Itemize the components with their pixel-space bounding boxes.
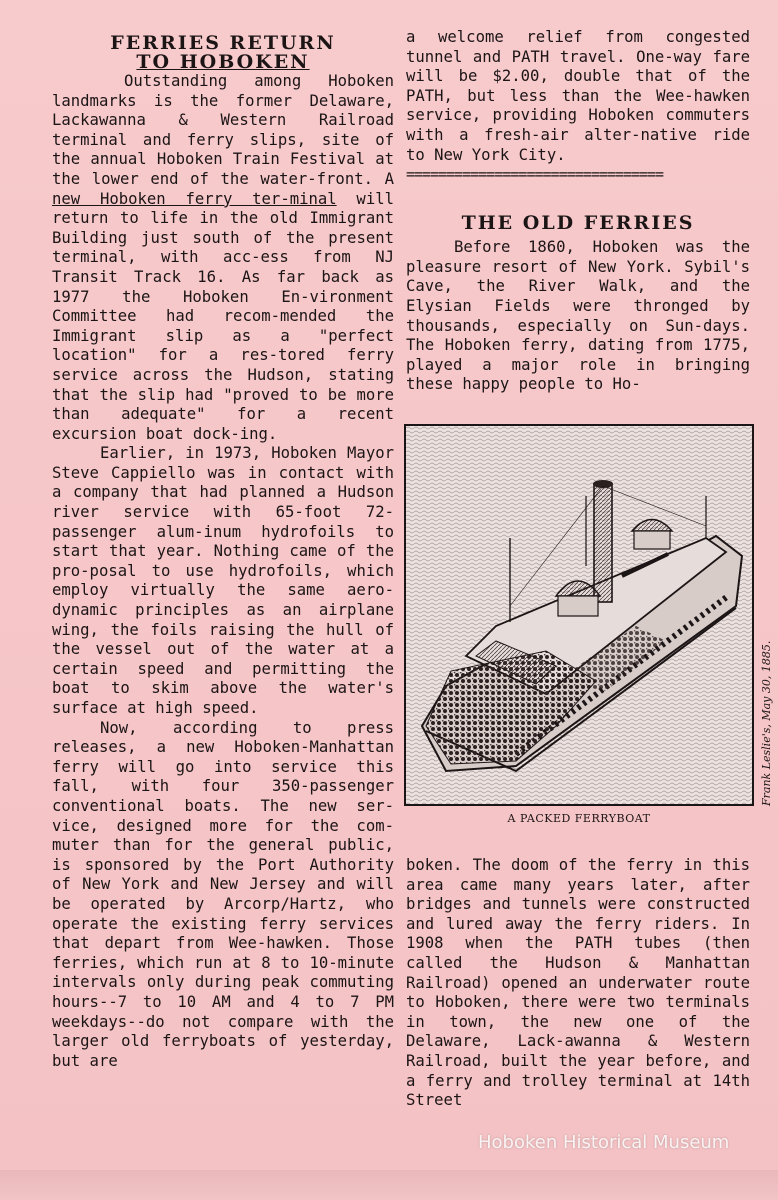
museum-watermark: Hoboken Historical Museum [478, 1132, 730, 1153]
paragraph: Earlier, in 1973, Hoboken Mayor Steve Cappiello was in contact with a company that had planned a Hudson river service with 65-foot 72-passenger alum-inum hydrofoils to start that year. Nothing came of the pro-posal to use hydrofoils, which employ virtually the same aero-dynamic principles as an airplane wing, the foils raising the hull of the vessel out of the water at a certain speed and permitting the boat to skim above the water's surface at high speed. [52, 444, 394, 717]
underlined-text: new Hoboken ferry ter-minal [52, 189, 337, 208]
page-bottom-edge [0, 1170, 778, 1200]
paragraph: Now, according to press releases, a new Hoboken-Manhattan ferry will go into service this fall, with four 350-passenger conventional boats. The new ser-vice, designed more for the com-muter than for the general public, is sponsored by the Port Authority of New York and New Jersey and will be operated by Arcorp/Hartz, who operate the existing ferry services that depart from Wee-hawken. Those ferries, which run at 8 to 10-minute intervals only during peak commuting hours--7 to 10 AM and 4 to 7 PM weekdays--do not compare with the larger old ferryboats of yesterday, but are [52, 718, 394, 1070]
right-column-top [406, 28, 750, 395]
headline-line-1: FERRIES RETURN [110, 32, 336, 54]
paragraph-continuation: a welcome relief from congested tunnel and PATH travel. One-way fare will be $2.00, double that of the PATH, but less than the Wee-hawken service, providing Hoboken commuters with a fresh-air alter-native ride to New York City. [406, 28, 750, 164]
separator-line: ================================ [406, 166, 663, 183]
ferryboat-drawing [406, 426, 752, 804]
article-headline [52, 34, 394, 72]
figure-credit: Frank Leslie's, May 30, 1885. [760, 640, 773, 806]
paragraph-text: Outstanding among Hoboken landmarks is the former Delaware, Lackawanna & Western Railroad terminal and ferry slips, site of the annual Hoboken Train Festival at the lower end of the water-front. A [52, 72, 394, 188]
paragraph [52, 72, 394, 444]
headline-line-2: TO HOBOKEN [136, 51, 310, 73]
section-headline: THE OLD FERRIES [461, 212, 695, 235]
paragraph-text: will return to life in the old Immigrant Building just south of the present terminal, with acc-ess from NJ Transit Track 16. As far back as 1977 the Hoboken En-vironment Committee had recom-mended the Immigrant slip as a "perfect location" for a res-tored ferry service across the Hudson, stating that the slip had "proved to be more than adequate" for a recent excursion boat dock-ing. [52, 189, 394, 443]
figure-caption: A PACKED FERRYBOAT [507, 812, 651, 825]
left-column [52, 28, 394, 1071]
paragraph: Before 1860, Hoboken was the pleasure resort of New York. Sybil's Cave, the River Walk, and the Elysian Fields were thronged by thousands, especially on Sun-days. The Hoboken ferry, dating from 1775, played a major role in bringing these happy people to Ho- [406, 238, 750, 394]
paragraph-continuation: boken. The doom of the ferry in this area came many years later, after bridges and tunnels were constructed and lured away the ferry riders. In 1908 when the PATH tubes (then called the Hudson & Manhattan Railroad) opened an underwater route to Hoboken, there were two terminals in town, the new one of the Delaware, Lack-awanna & Western Railroad, built the year before, and a ferry and trolley terminal at 14th Street [406, 856, 750, 1110]
right-column-bottom [406, 856, 750, 1111]
ferryboat-illustration [404, 424, 754, 806]
